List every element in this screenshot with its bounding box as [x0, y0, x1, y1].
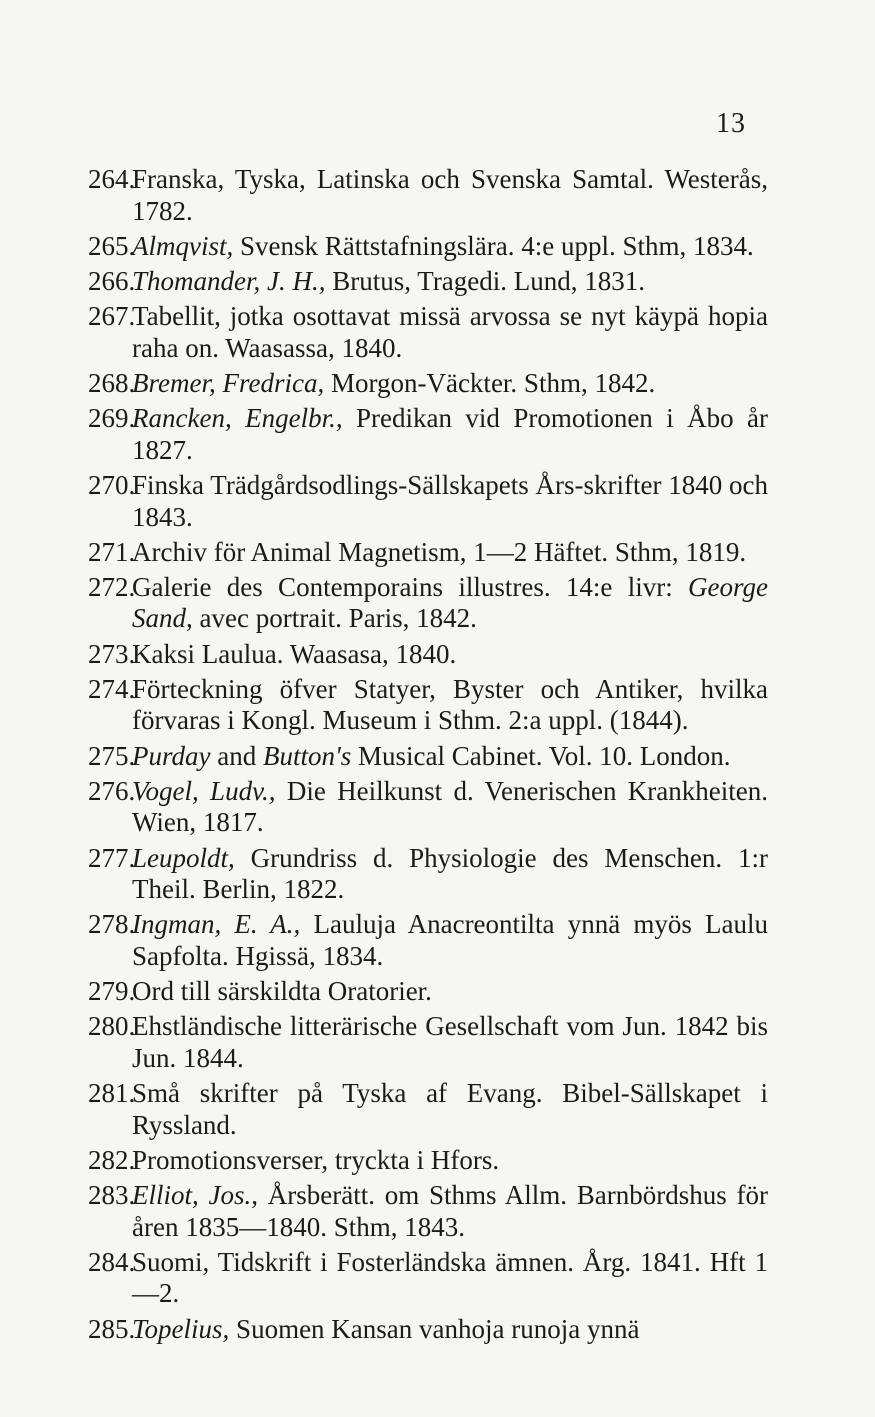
- entry-author: Elliot, Jos.,: [132, 1180, 258, 1211]
- entry-author: Vogel, Ludv.,: [132, 775, 276, 806]
- entry-text: Finska Trädgårdsodlings-Sällskapets Års-skrifter 1840 och 1843.: [132, 469, 768, 532]
- entry-number: 280.: [88, 1011, 136, 1042]
- entry-number: 274.: [88, 673, 136, 704]
- entry-author: Purday: [132, 740, 211, 771]
- entry-number: 264.: [88, 164, 136, 194]
- entry-text: Brutus, Tragedi. Lund, 1831.: [325, 265, 646, 296]
- entry-text: Predikan vid Promotionen i Åbo år 1827.: [132, 403, 769, 465]
- entry-number: 283.: [88, 1180, 136, 1211]
- entry-text: Ord till särskildta Oratorier.: [132, 976, 432, 1007]
- catalogue-entry: [88, 741, 768, 773]
- catalogue-entry: [88, 1180, 768, 1243]
- entry-text: Grundriss d. Physiologie des Menschen. 1:r Theil. Berlin, 1822.: [132, 842, 768, 905]
- catalogue-entry: [88, 1314, 768, 1346]
- entry-text: Die Heilkunst d. Venerischen Krankheiten. Wien, 1817.: [132, 775, 768, 838]
- entry-number: 284.: [88, 1246, 136, 1277]
- catalogue-entry: [88, 231, 768, 263]
- entry-text: avec portrait. Paris, 1842.: [192, 603, 477, 634]
- entry-text: Lauluja Anacreontilta ynnä myös Laulu Sapfolta. Hgissä, 1834.: [132, 909, 768, 971]
- entry-number: 281.: [88, 1078, 136, 1109]
- entry-text: Kaksi Laulua. Waasasa, 1840.: [132, 638, 457, 669]
- entry-text: Små skrifter på Tyska af Evang. Bibel-Sällskapet i Ryssland.: [132, 1078, 768, 1140]
- entry-number: 269.: [88, 403, 136, 434]
- entry-number: 271.: [88, 536, 136, 567]
- entry-text: Tabellit, jotka osottavat missä arvossa se nyt käypä hopia raha on. Waasassa, 1840.: [132, 301, 768, 363]
- entry-text: Årsberätt. om Sthms Allm. Barnbördshus för åren 1835—1840. Sthm, 1843.: [132, 1180, 768, 1242]
- entry-number: 277.: [88, 842, 136, 873]
- entry-number: 282.: [88, 1144, 136, 1175]
- catalogue-entry: [88, 403, 768, 466]
- entry-author: Leupoldt,: [132, 842, 235, 873]
- entry-author: Rancken, Engelbr.,: [132, 403, 343, 434]
- catalogue-entry: [88, 843, 768, 906]
- catalogue-entry: [88, 1247, 768, 1310]
- entry-text: Suomen Kansan vanhoja runoja ynnä: [229, 1313, 640, 1344]
- entry-author: Ingman, E. A.,: [132, 909, 301, 940]
- catalogue-entry: [88, 164, 768, 227]
- catalogue-entry: [88, 909, 768, 972]
- entry-author: George Sand,: [132, 571, 768, 634]
- catalogue-entries: [88, 164, 768, 1349]
- catalogue-entry: [88, 1145, 768, 1177]
- catalogue-entry: [88, 674, 768, 737]
- entry-author: Bremer, Fredrica,: [132, 367, 325, 398]
- entry-number: 272.: [88, 571, 136, 602]
- entry-number: 279.: [88, 976, 136, 1007]
- catalogue-entry: [88, 976, 768, 1008]
- entry-text: Galerie des Contemporains illustres. 14:e livr:: [132, 571, 689, 602]
- entry-text: Musical Cabinet. Vol. 10. London.: [351, 740, 731, 771]
- catalogue-entry: [88, 639, 768, 671]
- entry-number: 268.: [88, 367, 136, 398]
- entry-text: Ehstländische litterärische Gesellschaft vom Jun. 1842 bis Jun. 1844.: [132, 1011, 768, 1073]
- entry-number: 265.: [88, 230, 136, 261]
- entry-number: 266.: [88, 265, 136, 296]
- catalogue-entry: [88, 776, 768, 839]
- catalogue-entry: [88, 301, 768, 364]
- catalogue-entry: [88, 537, 768, 569]
- catalogue-entry: [88, 368, 768, 400]
- entry-number: 270.: [88, 469, 136, 500]
- entry-author: Almqvist,: [132, 230, 234, 261]
- entry-number: 273.: [88, 638, 136, 669]
- catalogue-entry: [88, 1078, 768, 1141]
- entry-text: and: [210, 740, 263, 771]
- entry-author: Thomander, J. H.,: [132, 265, 326, 296]
- entry-text: Svensk Rättstafningslära. 4:e uppl. Sthm, 1834.: [233, 230, 754, 261]
- entry-author: Topelius,: [132, 1313, 230, 1344]
- entry-text: Franska, Tyska, Latinska och Svenska Samtal. Westerås, 1782.: [132, 164, 768, 226]
- entry-text: Promotionsverser, tryckta i Hfors.: [132, 1144, 500, 1175]
- entry-text: Förteckning öfver Statyer, Byster och Antiker, hvilka förvaras i Kongl. Museum i Sthm. 2:a uppl. (1844).: [132, 673, 768, 736]
- entry-number: 285.: [88, 1313, 136, 1344]
- entry-number: 275.: [88, 740, 136, 771]
- entry-text: Morgon-Väckter. Sthm, 1842.: [324, 367, 656, 398]
- catalogue-entry: [88, 1011, 768, 1074]
- entry-text: Archiv för Animal Magnetism, 1—2 Häftet. Sthm, 1819.: [132, 536, 747, 567]
- entry-number: 276.: [88, 775, 136, 806]
- entry-number: 267.: [88, 301, 136, 332]
- entry-number: 278.: [88, 909, 136, 940]
- catalogue-entry: [88, 572, 768, 635]
- catalogue-entry: [88, 470, 768, 533]
- entry-text: Suomi, Tidskrift i Fosterländska ämnen. Årg. 1841. Hft 1—2.: [132, 1246, 768, 1309]
- entry-author: Button's: [262, 740, 352, 771]
- page-number: 13: [716, 108, 746, 139]
- catalogue-entry: [88, 266, 768, 298]
